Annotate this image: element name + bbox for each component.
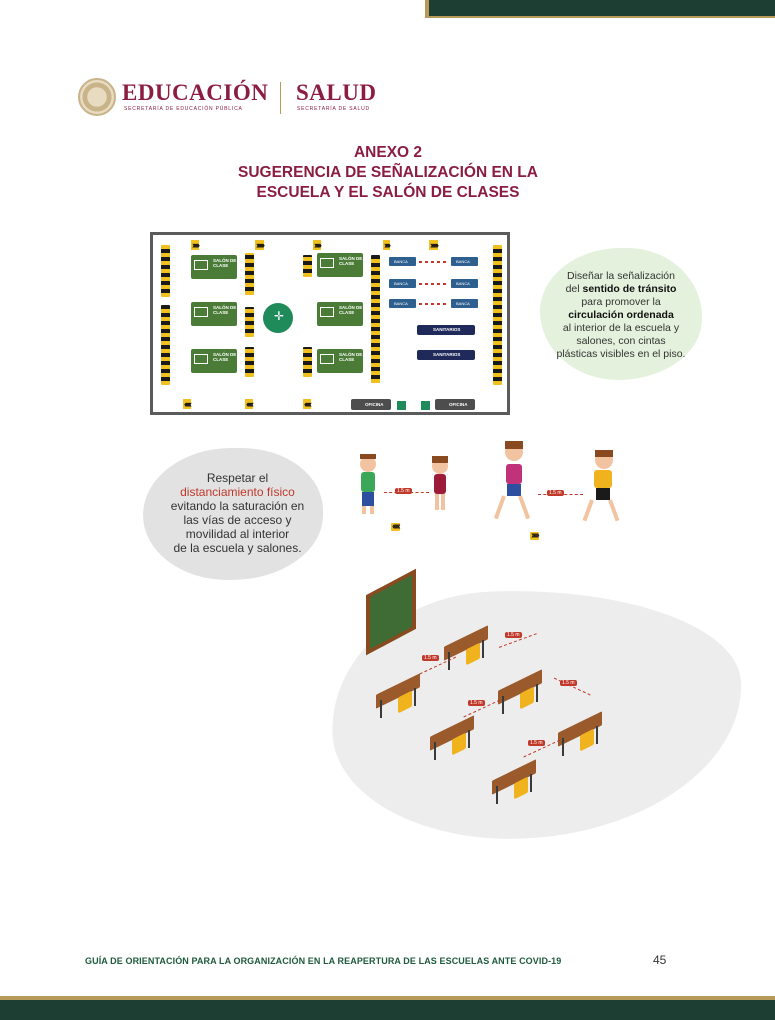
callout-line: Respetar el xyxy=(206,471,269,485)
floor-tape xyxy=(245,253,254,295)
distance-marker xyxy=(419,283,449,285)
desk xyxy=(376,676,422,724)
national-seal-icon xyxy=(78,78,116,116)
classroom xyxy=(317,253,363,277)
bench: BANCA xyxy=(389,299,416,308)
callout-line xyxy=(546,283,696,296)
classroom-icon xyxy=(320,258,334,268)
brand-salud-sub: SECRETARÍA DE SALUD xyxy=(297,106,370,112)
floor-tape: ‹‹‹‹‹‹ xyxy=(184,399,190,409)
exit-icon xyxy=(421,401,430,410)
exit-icon xyxy=(397,401,406,410)
brand-salud: SALUD xyxy=(296,80,377,105)
classroom xyxy=(317,349,363,373)
classroom xyxy=(317,302,363,326)
callout-line: salones, con cintas xyxy=(576,335,666,347)
page-number: 45 xyxy=(653,953,667,967)
classroom xyxy=(191,349,237,373)
desk xyxy=(430,718,476,766)
classroom-icon xyxy=(194,260,208,270)
floor-tape xyxy=(245,347,254,377)
floor-tape: ‹‹‹‹‹‹ xyxy=(304,399,310,409)
top-decorative-bar xyxy=(425,0,775,18)
callout-highlight: distanciamiento físico xyxy=(180,485,295,499)
floor-tape: ›››››› xyxy=(314,240,320,250)
callout-distance-text xyxy=(155,471,320,555)
desk xyxy=(558,714,604,762)
classroom-label: SALÓN DE CLASE xyxy=(339,256,363,266)
callout-text: del xyxy=(565,283,580,295)
floor-tape xyxy=(371,255,380,383)
children-illustration-2 xyxy=(488,438,638,528)
distance-label: 1.5 m xyxy=(562,680,575,686)
callout-line xyxy=(546,309,696,322)
callout-line: las vías de acceso y xyxy=(183,513,292,527)
distance-label: 1.5 m xyxy=(530,740,543,746)
floor-tape: ››››››› xyxy=(430,240,437,250)
bottom-decorative-bar xyxy=(0,996,775,1020)
bench: BANCA xyxy=(451,257,478,266)
callout-line: Diseñar la señalización xyxy=(567,270,675,282)
page-title-line3: ESCUELA Y EL SALÓN DE CLASES xyxy=(256,184,520,201)
office-sign: OFICINA xyxy=(351,399,391,410)
floor-tape xyxy=(161,305,170,385)
bench: BANCA xyxy=(389,257,416,266)
floor-tape: ›››››› xyxy=(192,240,198,250)
distance-label: 1.5 m xyxy=(549,490,562,496)
desk xyxy=(444,628,490,676)
distance-label: 1.5 m xyxy=(424,655,437,661)
children-illustration-1 xyxy=(352,450,462,520)
classroom-icon xyxy=(320,307,334,317)
distance-label: 1.5 m xyxy=(397,488,410,494)
callout-line: de la escuela y salones. xyxy=(173,541,302,555)
restrooms-sign: SANITARIOS xyxy=(417,325,475,335)
callout-emphasis: sentido de tránsito xyxy=(582,283,677,295)
brand-educacion: EDUCACIÓN xyxy=(122,80,269,105)
floor-tape xyxy=(303,347,312,377)
classroom-label: SALÓN DE CLASE xyxy=(213,258,237,268)
floor-tape: ››››› xyxy=(384,240,389,250)
floor-tape xyxy=(303,255,312,277)
classroom-label: SALÓN DE CLASE xyxy=(213,305,237,315)
classroom-label: SALÓN DE CLASE xyxy=(213,352,237,362)
floor-tape xyxy=(493,245,502,385)
classroom-icon xyxy=(320,354,334,364)
classroom-label: SALÓN DE CLASE xyxy=(339,305,363,315)
restrooms-sign: SANITARIOS xyxy=(417,350,475,360)
brand-educacion-sub: SECRETARÍA DE EDUCACIÓN PÚBLICA xyxy=(124,106,243,112)
office-sign: OFICINA xyxy=(435,399,475,410)
page-title-line2: SUGERENCIA DE SEÑALIZACIÓN EN LA xyxy=(238,164,538,181)
footer-title: GUÍA DE ORIENTACIÓN PARA LA ORGANIZACIÓN EN LA REAPERTURA DE LAS ESCUELAS ANTE COVID-19 xyxy=(85,956,562,966)
callout-line: evitando la saturación en xyxy=(170,499,305,513)
distance-marker xyxy=(419,261,449,263)
desk xyxy=(492,762,538,810)
floor-tape: ››››› xyxy=(531,530,538,541)
bench: BANCA xyxy=(451,279,478,288)
callout-line: al interior de la escuela y xyxy=(562,322,680,334)
meeting-point-icon: ✛ xyxy=(263,303,293,333)
floor-tape xyxy=(245,307,254,337)
callout-line: movilidad al interior xyxy=(185,527,290,541)
classroom-icon xyxy=(194,354,208,364)
classroom-icon xyxy=(194,307,208,317)
brand-divider xyxy=(280,82,281,114)
floor-tape: ‹‹‹‹‹ xyxy=(392,521,399,532)
distance-label: 1.5 m xyxy=(507,632,520,638)
callout-line: plásticas visibles en el piso. xyxy=(556,348,686,360)
school-floor-plan xyxy=(150,232,510,415)
distance-marker xyxy=(419,303,449,305)
callout-signage-text xyxy=(546,270,696,361)
classroom xyxy=(191,255,237,279)
bench: BANCA xyxy=(451,299,478,308)
distance-label: 1.5 m xyxy=(470,700,483,706)
classroom-label: SALÓN DE CLASE xyxy=(339,352,363,362)
callout-line: para promover la xyxy=(581,296,661,308)
bench: BANCA xyxy=(389,279,416,288)
desk xyxy=(498,672,544,720)
callout-emphasis: circulación ordenada xyxy=(568,309,674,321)
floor-tape: ‹‹‹‹‹‹ xyxy=(246,399,252,409)
classroom xyxy=(191,302,237,326)
floor-tape xyxy=(161,245,170,297)
page-title-line1: ANEXO 2 xyxy=(353,144,423,161)
floor-tape: ››››››› xyxy=(256,240,263,250)
